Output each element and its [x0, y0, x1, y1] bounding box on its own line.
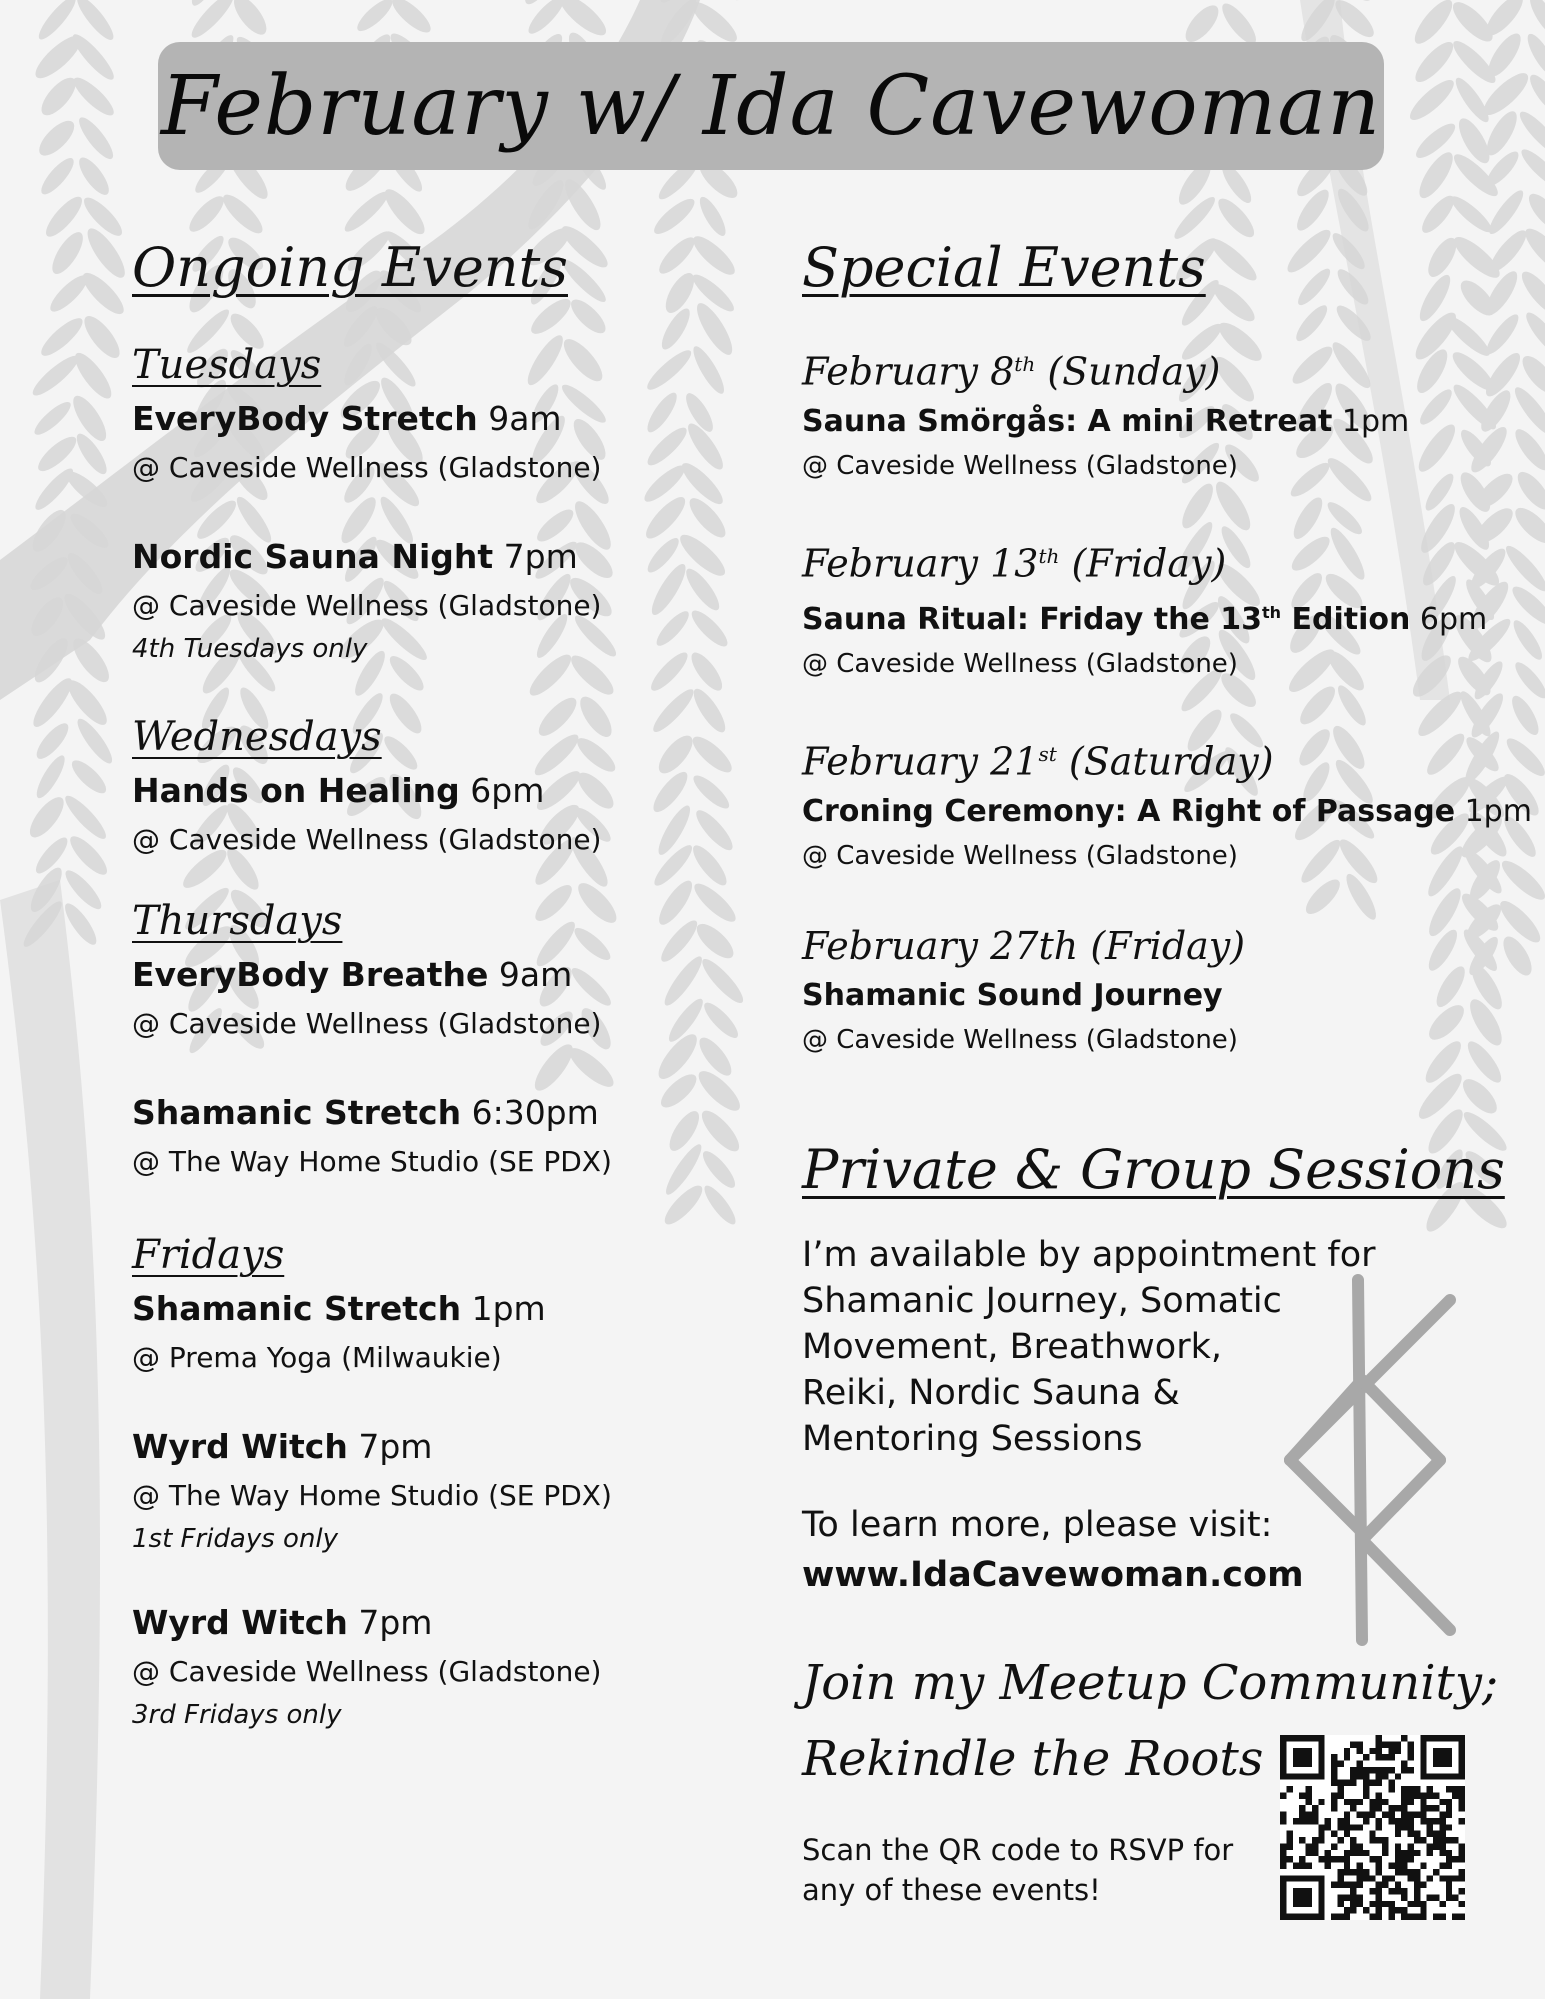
event-title — [132, 1422, 732, 1472]
ongoing-events-heading: Ongoing Events — [132, 236, 568, 299]
event-name: Sauna Ritual: Friday the 13th Edition — [802, 602, 1411, 638]
event-title — [132, 1284, 732, 1334]
event-title — [132, 950, 732, 1000]
event-time: 9am — [498, 955, 573, 994]
special-event-date: February 27th (Friday) — [802, 923, 1246, 968]
event-location: @ Caveside Wellness (Gladstone) — [802, 1024, 1238, 1055]
event-name: Wyrd Witch — [132, 1603, 348, 1642]
body-line: Shamanic Journey, Somatic — [802, 1281, 1282, 1321]
event-location: @ Caveside Wellness (Gladstone) — [132, 451, 602, 484]
event-title — [132, 766, 732, 816]
learn-more-text: To learn more, please visit: — [802, 1505, 1273, 1545]
event-location: @ Caveside Wellness (Gladstone) — [132, 1655, 602, 1688]
day-heading-thursdays: Thursdays — [132, 898, 343, 944]
qr-code-icon[interactable] — [1280, 1735, 1465, 1920]
website-link[interactable]: www.IdaCavewoman.com — [802, 1555, 1304, 1595]
body-line: Mentoring Sessions — [802, 1419, 1143, 1459]
event-location: @ Caveside Wellness (Gladstone) — [132, 823, 602, 856]
ongoing-events-column — [132, 228, 732, 1734]
event-time: 6pm — [1419, 602, 1488, 638]
event-title — [802, 591, 1522, 642]
day-heading-fridays: Fridays — [132, 1232, 285, 1278]
body-line: Reiki, Nordic Sauna & — [802, 1373, 1180, 1413]
event-name: EveryBody Stretch — [132, 399, 478, 438]
event-title — [132, 532, 732, 582]
event-name: Shamanic Sound Journey — [802, 977, 1223, 1013]
event-location: @ Caveside Wellness (Gladstone) — [802, 840, 1238, 871]
event-location: @ The Way Home Studio (SE PDX) — [132, 1145, 612, 1178]
event-location: @ Caveside Wellness (Gladstone) — [132, 589, 602, 622]
event-title — [802, 974, 1522, 1018]
special-event-date: February 8th (Sunday) — [802, 349, 1221, 394]
event-location: @ Caveside Wellness (Gladstone) — [802, 649, 1238, 680]
event-location: @ Caveside Wellness (Gladstone) — [802, 450, 1238, 481]
event-title — [132, 394, 732, 444]
event-location: @ Prema Yoga (Milwaukie) — [132, 1341, 502, 1374]
event-location: @ Caveside Wellness (Gladstone) — [132, 1007, 602, 1040]
event-time: 1pm — [1341, 403, 1410, 439]
event-note: 1st Fridays only — [132, 1524, 339, 1554]
special-event-date: February 13th (Friday) — [802, 541, 1227, 586]
special-event-date: February 21st (Saturday) — [802, 739, 1274, 784]
special-events-column — [802, 228, 1532, 1062]
special-events-heading: Special Events — [802, 236, 1206, 299]
event-name: Wyrd Witch — [132, 1427, 348, 1466]
meetup-line-2: Rekindle the Roots — [802, 1731, 1264, 1787]
body-line: Movement, Breathwork, — [802, 1327, 1222, 1367]
event-name: Shamanic Stretch — [132, 1289, 462, 1328]
meetup-line-1: Join my Meetup Community; — [802, 1655, 1499, 1711]
event-time: 7pm — [503, 537, 578, 576]
day-heading-tuesdays: Tuesdays — [132, 342, 322, 388]
event-title — [132, 1088, 732, 1138]
event-title — [132, 1598, 732, 1648]
private-sessions-heading: Private & Group Sessions — [802, 1138, 1505, 1201]
event-note: 3rd Fridays only — [132, 1700, 342, 1730]
event-time: 6pm — [470, 771, 545, 810]
event-name: Croning Ceremony: A Right of Passage — [802, 793, 1456, 829]
event-note: 4th Tuesdays only — [132, 634, 368, 664]
event-time: 7pm — [358, 1427, 433, 1466]
event-time: 9am — [488, 399, 562, 438]
event-location: @ The Way Home Studio (SE PDX) — [132, 1479, 612, 1512]
event-time: 6:30pm — [471, 1093, 599, 1132]
event-name: EveryBody Breathe — [132, 955, 489, 994]
event-name: Hands on Healing — [132, 771, 460, 810]
body-line: I’m available by appointment for — [802, 1235, 1376, 1275]
event-title — [802, 400, 1522, 444]
event-time: 1pm — [471, 1289, 546, 1328]
event-name: Shamanic Stretch — [132, 1093, 462, 1132]
page-title: February w/ Ida Cavewoman — [160, 58, 1382, 154]
scan-instructions: Scan the QR code to RSVP for any of these events! — [802, 1833, 1234, 1907]
event-name: Nordic Sauna Night — [132, 537, 494, 576]
event-title — [802, 790, 1532, 834]
title-banner — [158, 42, 1384, 170]
event-time: 1pm — [1464, 793, 1532, 829]
bind-rune-icon — [1270, 1270, 1470, 1650]
event-name: Sauna Smörgås: A mini Retreat — [802, 403, 1333, 439]
event-time: 7pm — [358, 1603, 433, 1642]
day-heading-wednesdays: Wednesdays — [132, 714, 382, 760]
